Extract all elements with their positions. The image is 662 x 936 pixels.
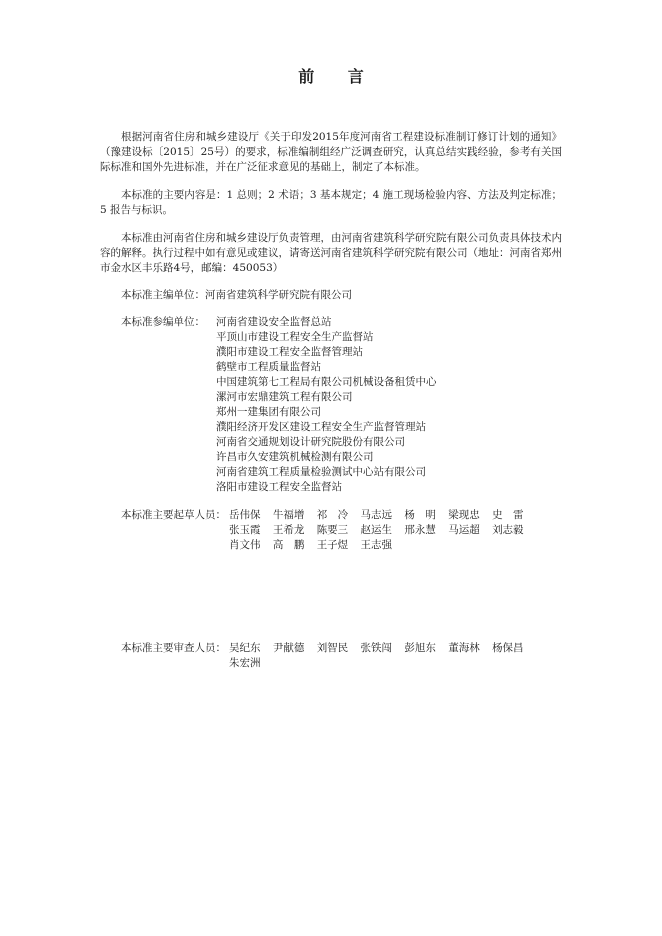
- participating-unit: 许昌市久安建筑机械检测有限公司: [216, 451, 374, 463]
- drafter-name: 肖文伟: [229, 539, 261, 551]
- drafter-name: 祁 冷: [316, 509, 349, 521]
- drafter-name: 赵运生: [360, 524, 393, 536]
- reviewers-label: 本标准主要审查人员：: [121, 642, 226, 654]
- participating-label: 本标准参编单位：: [121, 316, 205, 328]
- chief-editor-label: 本标准主编单位：: [121, 289, 205, 301]
- drafter-name: 王子煜: [316, 539, 349, 551]
- drafter-name: 岳伟保: [229, 509, 261, 521]
- participating-unit: 鹤壁市工程质量监督站: [216, 361, 321, 373]
- participating-unit: 郑州一建集团有限公司: [216, 406, 321, 418]
- drafters-list: [229, 508, 559, 553]
- drafter-name: 高 鹏: [272, 539, 305, 551]
- management-paragraph: 本标准由河南省住房和城乡建设厅负责管理，由河南省建筑科学研究院有限公司负责具体技术内容的解释。执行过程中如有意见或建议，请寄送河南省建筑科学研究院有限公司（地址：河南省郑州市金水区丰乐路4号，邮编：450053）: [100, 232, 562, 274]
- drafter-name: 王希龙: [272, 524, 305, 536]
- drafter-name: 史 雷: [492, 509, 524, 521]
- drafter-name: 张玉霞: [229, 524, 261, 536]
- page-title: 前 言: [298, 67, 378, 86]
- participating-units-list: [216, 315, 437, 495]
- drafter-name: 陈要三: [316, 524, 349, 536]
- reviewer-name: 张铁闯: [360, 642, 393, 654]
- chief-editor-row: [121, 288, 352, 303]
- drafter-name: 刘志毅: [492, 524, 524, 536]
- intro-paragraph: 根据河南省住房和城乡建设厅《关于印发2015年度河南省工程建设标准制订修订计划的通知》（豫建设标〔2015〕25号）的要求，标准编制组经广泛调查研究，认真总结实践经验，参考有关国际标准和国外先进标准，并在广泛征求意见的基础上，制定了本标准。: [100, 131, 562, 173]
- participating-unit: 濮阳经济开发区建设工程安全生产监督管理站: [216, 421, 426, 433]
- participating-unit: 河南省建设安全监督总站: [216, 316, 332, 328]
- participating-unit: 中国建筑第七工程局有限公司机械设备租赁中心: [216, 376, 437, 388]
- drafter-name: 牛福增: [272, 509, 305, 521]
- reviewer-name: 朱宏洲: [229, 657, 261, 669]
- drafter-name: 邢永慧: [404, 524, 436, 536]
- reviewers-list: [229, 641, 569, 671]
- drafters-label: 本标准主要起草人员：: [121, 509, 226, 521]
- participating-unit: 洛阳市建设工程安全监督站: [216, 481, 342, 493]
- reviewer-name: 董海林: [448, 642, 480, 654]
- participating-unit: 漯河市宏鼎建筑工程有限公司: [216, 391, 353, 403]
- reviewer-name: 吴纪东: [229, 642, 261, 654]
- participating-unit: 河南省交通规划设计研究院股份有限公司: [216, 436, 405, 448]
- reviewer-name: 杨保昌: [492, 642, 524, 654]
- contents-paragraph: 本标准的主要内容是：1 总则；2 术语；3 基本规定；4 施工现场检验内容、方法及判定标准；5 报告与标识。: [100, 189, 562, 216]
- participating-unit: 濮阳市建设工程安全监督管理站: [216, 346, 363, 358]
- participating-unit: 平顶山市建设工程安全生产监督站: [216, 331, 374, 343]
- reviewer-name: 彭旭东: [404, 642, 436, 654]
- drafter-name: 杨 明: [404, 509, 436, 521]
- chief-editor-value: 河南省建筑科学研究院有限公司: [205, 289, 352, 301]
- reviewer-name: 尹献德: [272, 642, 305, 654]
- drafter-name: 梁现忠: [448, 509, 480, 521]
- participating-unit: 河南省建筑工程质量检验测试中心站有限公司: [216, 466, 426, 478]
- drafter-name: 王志强: [360, 539, 393, 551]
- reviewer-name: 刘智民: [316, 642, 349, 654]
- drafter-name: 马运超: [448, 524, 480, 536]
- drafter-name: 马志远: [360, 509, 393, 521]
